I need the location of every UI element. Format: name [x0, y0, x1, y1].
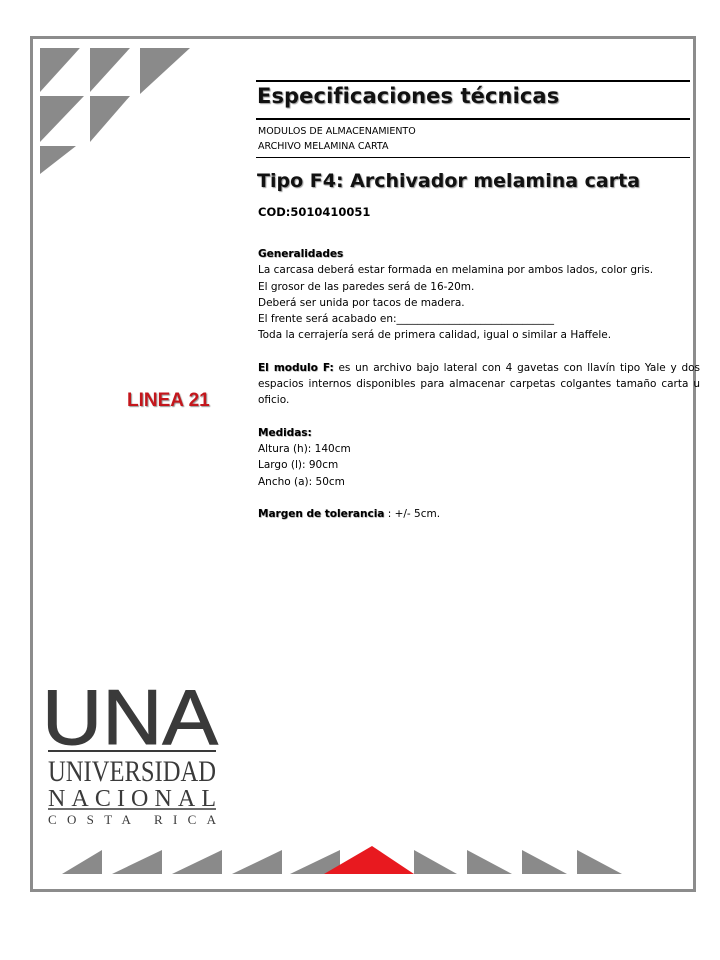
- top-rule: [256, 80, 690, 82]
- logo-nacional: NACIONAL: [48, 786, 216, 812]
- margen-line: [258, 506, 700, 522]
- modulo-text: es un archivo bajo lateral con 4 gavetas con llavín tipo Yale y dos espacios internos disponibles para almacenar carpetas colgantes tamaño carta u oficio.: [258, 361, 700, 407]
- logo-costa-rica: COSTA RICA: [48, 812, 216, 827]
- medida-item: Largo (l): 90cm: [258, 459, 339, 472]
- category-line: MODULOS DE ALMACENAMIENTO: [258, 126, 416, 137]
- spec-line: El grosor de las paredes será de 16-20m.: [258, 280, 475, 293]
- logo-universidad: UNIVERSIDAD: [48, 755, 216, 788]
- decorative-triangles-top: [40, 44, 200, 174]
- product-code: COD:5010410051: [258, 205, 371, 219]
- section-rule: [256, 157, 690, 158]
- decorative-triangles-bottom: [62, 844, 662, 878]
- una-logo: [42, 673, 224, 828]
- product-title: Tipo F4: Archivador melamina carta: [257, 170, 641, 192]
- subcategory-line: ARCHIVO MELAMINA CARTA: [258, 141, 389, 152]
- spec-line: Deberá ser unida por tacos de madera.: [258, 296, 465, 309]
- logo-una: UNA: [42, 673, 218, 761]
- medidas-label: Medidas:: [258, 426, 312, 439]
- title-rule: [256, 118, 690, 120]
- generalidades-label: Generalidades: [258, 248, 344, 260]
- margen-label: Margen de tolerancia: [258, 507, 385, 520]
- margen-value: : +/- 5cm.: [384, 507, 441, 520]
- spec-line: El frente será acabado en:______________________________: [258, 313, 555, 326]
- medida-item: Altura (h): 140cm: [258, 442, 351, 455]
- spec-line: La carcasa deberá estar formada en melamina por ambos lados, color gris.: [258, 264, 654, 277]
- spec-body: [258, 246, 700, 522]
- spec-line: Toda la cerrajería será de primera calidad, igual o similar a Haffele.: [258, 329, 612, 342]
- page-title: Especificaciones técnicas: [257, 84, 560, 108]
- modulo-paragraph: [258, 360, 700, 409]
- linea-label: LINEA 21: [127, 390, 210, 411]
- medida-item: Ancho (a): 50cm: [258, 475, 345, 488]
- modulo-label: El modulo F:: [258, 361, 334, 374]
